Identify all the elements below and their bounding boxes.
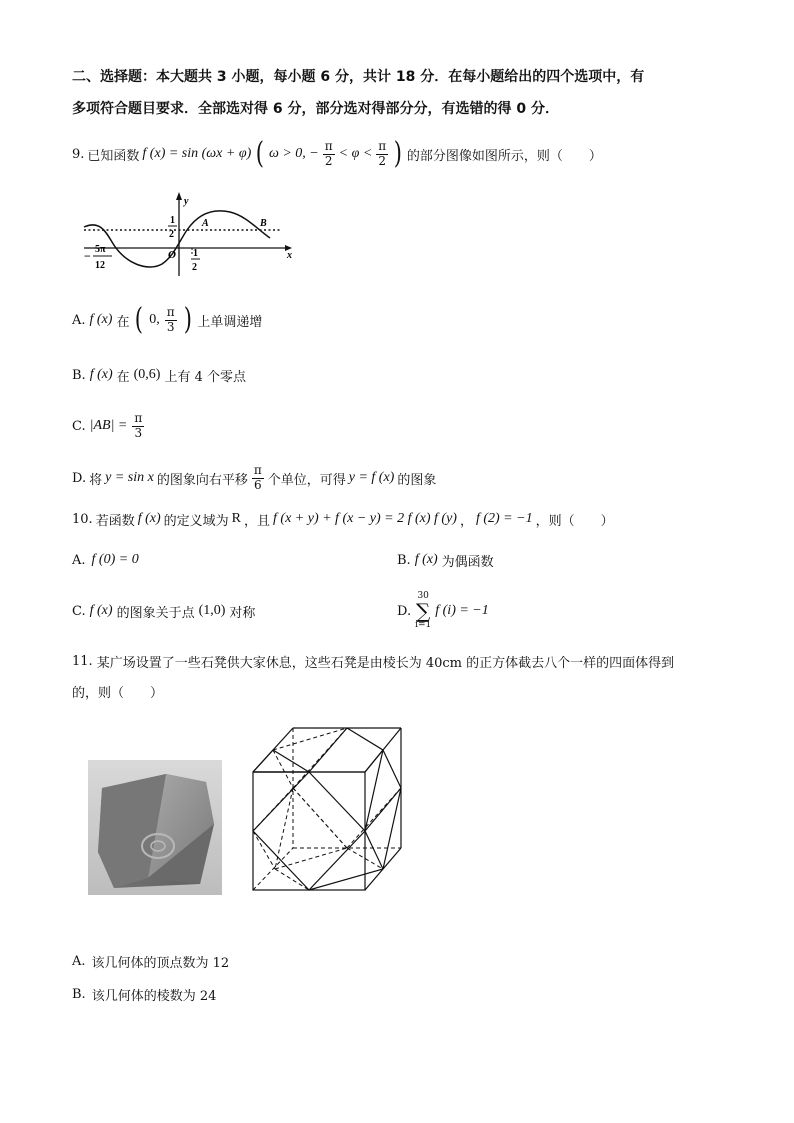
- question-10-R: R: [231, 511, 241, 526]
- question-11-line2: 的，则（ ）: [72, 685, 164, 701]
- point-b-label: B: [260, 218, 267, 229]
- q10-option-a[interactable]: [72, 549, 139, 571]
- question-10-equation: f (x + y) + f (x − y) = 2 f (x) f (y): [273, 511, 457, 526]
- q9-option-a[interactable]: [72, 300, 262, 340]
- neg-sign: −: [84, 249, 91, 263]
- q9-option-d-label: D.: [72, 470, 87, 486]
- q11-option-a-text: 该几何体的顶点数为 12: [91, 955, 230, 971]
- q10-option-c-text2: 对称: [229, 605, 256, 621]
- condition-phi: < φ <: [338, 146, 373, 161]
- x-half-den: 2: [192, 262, 197, 273]
- left-paren: (: [135, 302, 144, 337]
- q10-option-c-func: f (x): [89, 603, 113, 618]
- q10-option-c-text1: 的图象关于点: [116, 605, 195, 621]
- section-title-line1: 二、选择题：本大题共 3 小题，每小题 6 分，共计 18 分．在每小题给出的四个选项中，有: [72, 69, 645, 85]
- q9-option-b[interactable]: [72, 364, 246, 386]
- q10-option-c[interactable]: [72, 600, 255, 622]
- fraction-pi-over-3: $\frac{\pi}{3}$: [166, 305, 175, 334]
- q9-option-a-interval: 0,: [149, 312, 160, 327]
- question-11-stem-line2: [72, 680, 163, 702]
- question-9-post: 的部分图像如图所示，则（ ）: [406, 148, 602, 164]
- cuboctahedron-diagram: [245, 724, 405, 900]
- q9-option-b-interval: (0,6): [133, 367, 161, 382]
- q9-option-a-in: 在: [116, 314, 130, 330]
- q9-option-d-expr2: y = f (x): [348, 470, 395, 485]
- fraction-pi-over-2-b: $\frac{\pi}{2}$: [378, 139, 387, 168]
- q10-option-d[interactable]: [397, 588, 489, 634]
- question-9-stem: [72, 132, 602, 176]
- q11-option-b-text: 该几何体的棱数为 24: [91, 988, 217, 1004]
- q10-option-a-label: A.: [72, 552, 86, 568]
- fraction-pi-over-2-a: $\frac{\pi}{2}$: [324, 139, 333, 168]
- q10-option-d-label: D.: [397, 603, 412, 619]
- x-half-num: 1: [193, 248, 198, 259]
- y-axis-arrow: [176, 192, 182, 200]
- q10-option-b-func: f (x): [414, 552, 438, 567]
- point-a-label: A: [202, 218, 209, 229]
- q9-option-a-label: A.: [72, 312, 86, 328]
- q9-option-d-text2: 的图象向右平移: [156, 472, 248, 488]
- question-10-text4: ，: [459, 513, 473, 529]
- q10-option-c-point: (1,0): [198, 603, 226, 618]
- q11-option-a-label: A.: [72, 953, 86, 969]
- origin-label: O: [168, 249, 176, 261]
- question-10-number: 10.: [72, 511, 93, 527]
- q9-option-c[interactable]: [72, 408, 145, 444]
- q10-option-c-label: C.: [72, 603, 86, 619]
- y-half-num: 1: [170, 215, 175, 226]
- sine-curve: [84, 211, 270, 267]
- question-10-text3: ，且: [244, 513, 271, 529]
- question-9-number: 9.: [72, 146, 85, 162]
- q9-option-b-label: B.: [72, 367, 86, 383]
- q11-option-a[interactable]: [72, 950, 229, 972]
- q11-option-b-label: B.: [72, 986, 86, 1002]
- question-10-text1: 若函数: [95, 513, 135, 529]
- q9-option-c-label: C.: [72, 418, 86, 434]
- q9-option-a-func: f (x): [89, 312, 113, 327]
- question-10-text2: 的定义域为: [163, 513, 229, 529]
- q10-option-b-label: B.: [397, 552, 411, 568]
- q11-option-b[interactable]: [72, 983, 216, 1005]
- q9-option-d-expr1: y = sin x: [105, 470, 154, 485]
- question-10-equation2: f (2) = −1: [475, 511, 533, 526]
- question-11-number: 11.: [72, 653, 93, 669]
- stone-stool-photo: [88, 760, 222, 895]
- y-axis-label: y: [184, 196, 189, 207]
- q9-option-d[interactable]: [72, 458, 436, 498]
- question-11-stem-line1: [72, 650, 674, 672]
- summation-symbol: 30 ∑ i=1: [415, 591, 432, 630]
- fraction-pi-over-3-c: $\frac{\pi}{3}$: [134, 411, 143, 440]
- y-half-den: 2: [169, 229, 174, 240]
- question-10-fx: f (x): [137, 511, 161, 526]
- question-9-function: f (x) = sin (ωx + φ): [142, 146, 252, 161]
- left-paren: (: [256, 136, 265, 171]
- q9-option-c-expr: |AB| =: [89, 418, 128, 433]
- q9-option-b-func: f (x): [89, 367, 113, 382]
- q9-option-a-tail: 上单调递增: [197, 314, 263, 330]
- q10-option-a-expr: f (0) = 0: [91, 552, 139, 567]
- q9-option-b-text2: 上有 4 个零点: [164, 369, 247, 385]
- q9-option-d-text4: 的图象: [397, 472, 437, 488]
- q9-option-b-text1: 在: [116, 369, 130, 385]
- question-10-stem: [72, 508, 614, 530]
- q9-option-d-text1: 将: [89, 472, 103, 488]
- question-11-line1: 某广场设置了一些石凳供大家休息，这些石凳是由棱长为 40cm 的正方体截去八个一样的四面体得到: [96, 655, 675, 671]
- condition-omega: ω > 0, −: [268, 146, 319, 161]
- x-axis-label: x: [287, 250, 292, 261]
- q10-option-b-text: 为偶函数: [441, 554, 494, 570]
- q10-option-b[interactable]: [397, 549, 494, 571]
- section-title-line2: 多项符合题目要求．全部选对得 6 分，部分选对得部分分，有选错的得 0 分．: [72, 101, 559, 117]
- fraction-pi-over-6: $\frac{\pi}{6}$: [253, 463, 262, 492]
- neg-label-den: 12: [95, 260, 105, 271]
- sine-graph: [80, 190, 295, 280]
- q9-option-d-text3: 个单位，可得: [267, 472, 346, 488]
- right-paren: ): [183, 302, 192, 337]
- neg-label-num: 5π: [95, 244, 106, 255]
- question-9-pre: 已知函数: [87, 148, 140, 164]
- question-10-text5: ，则（ ）: [535, 513, 614, 529]
- q10-option-d-expr: f (i) = −1: [435, 603, 489, 618]
- right-paren: ): [393, 136, 403, 171]
